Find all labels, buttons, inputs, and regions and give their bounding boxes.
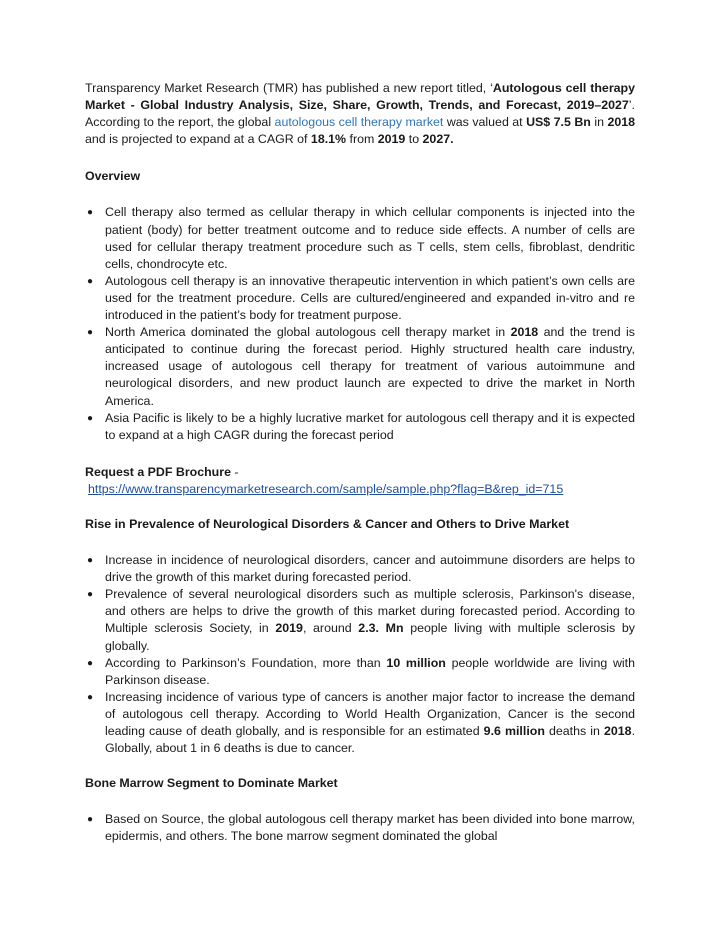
intro-text: ’. According to the report, the global xyxy=(85,98,635,130)
brochure-link[interactable]: https://www.transparencymarketresearch.com/sample/sample.php?flag=B&rep_id=715 xyxy=(88,481,564,496)
bullet-icon: ● xyxy=(87,589,94,601)
overview-heading: Overview xyxy=(85,169,141,184)
intro-text: in xyxy=(590,115,608,130)
list-item-text: According to Parkinson’s Foundation, more than xyxy=(105,655,387,670)
list-item-text: people living with multiple sclerosis by globally. xyxy=(105,621,635,653)
bullet-icon: ● xyxy=(87,814,94,826)
list-item-text: North America dominated the global autologous cell therapy market in xyxy=(105,325,511,340)
list-item-text: Based on Source, the global autologous cell therapy market has been divided into bone marrow, epidermis, and others. The bone marrow segment dominated the global xyxy=(105,812,635,844)
overview-list xyxy=(85,204,635,443)
rise-heading: Rise in Prevalence of Neurological Disorders & Cancer and Others to Drive Market xyxy=(85,516,570,531)
document-page xyxy=(85,80,635,845)
bullet-icon: ● xyxy=(87,327,94,339)
intro-text: to xyxy=(405,132,423,147)
brochure-separator: - xyxy=(230,464,239,479)
list-item-text: , around xyxy=(302,621,359,636)
list-item xyxy=(85,273,635,324)
highlight-value: 9.6 million xyxy=(483,724,545,738)
intro-text: from xyxy=(346,132,378,147)
bullet-icon: ● xyxy=(87,275,94,287)
highlight-value: 10 million xyxy=(386,655,446,670)
bullet-icon: ● xyxy=(87,691,94,703)
cagr-value: 18.1% xyxy=(310,132,347,147)
list-item-text: people worldwide are living with Parkinson disease. xyxy=(105,655,635,687)
highlight-year: 2019 xyxy=(275,621,303,636)
intro-paragraph xyxy=(85,80,635,148)
rise-list xyxy=(85,552,635,757)
list-item-text: Cell therapy also termed as cellular therapy in which cellular components is injected into the patient (body) for better treatment outcome and to reduce side effects. A number of cells are used for cellular therapy treatment procedure such as T cells, stem cells, fibroblast, dendritic cells, chondrocyte etc. xyxy=(105,205,635,271)
list-item xyxy=(85,811,635,845)
base-year: 2018 xyxy=(607,115,636,130)
bullet-icon: ● xyxy=(87,555,94,567)
intro-text: and is projected to expand at a CAGR of xyxy=(85,132,311,147)
highlight-year: 2018 xyxy=(603,724,632,738)
report-title: Autologous cell therapy Market - Global Industry Analysis, Size, Share, Growth, Trends, and Forecast, 2019–2027 xyxy=(85,81,635,113)
list-item xyxy=(85,410,635,444)
list-item-text: and the trend is anticipated to continue during the forecast period. Highly structured health care industry, increased usage of autologous cell therapy for treatment of various autoimmune and neurological disorders, and new product launch are expected to drive the market in North America. xyxy=(105,325,636,408)
brochure-block xyxy=(85,464,635,498)
bullet-icon: ● xyxy=(87,412,94,424)
bullet-icon: ● xyxy=(87,657,94,669)
list-item-text: Asia Pacific is likely to be a highly lucrative market for autologous cell therapy and it is expected to expand at a high CAGR during the forecast period xyxy=(105,410,635,442)
list-item xyxy=(85,204,635,272)
market-value: US$ 7.5 Bn xyxy=(526,115,591,130)
list-item xyxy=(85,324,635,409)
market-link[interactable]: autologous cell therapy market xyxy=(274,115,444,130)
list-item xyxy=(85,655,635,689)
list-item-text: Increasing incidence of various type of cancers is another major factor to increase the demand of autologous cell therapy. According to World Health Organization, Cancer is the second leading cause of death globally, and is responsible for an estimated xyxy=(105,689,635,738)
forecast-start-year: 2019 xyxy=(377,132,406,147)
forecast-end-year: 2027. xyxy=(422,132,454,147)
highlight-value: 2.3. Mn xyxy=(358,621,404,636)
intro-text: was valued at xyxy=(443,115,527,130)
bone-list xyxy=(85,811,635,845)
list-item-text: deaths in xyxy=(544,724,604,738)
bone-heading: Bone Marrow Segment to Dominate Market xyxy=(85,776,338,791)
list-item-text: Autologous cell therapy is an innovative therapeutic intervention in which patient’s own cells are used for the treatment procedure. Cells are cultured/engineered and expanded in-vitro and re introduced in the patient’s body for treatment purpose. xyxy=(105,273,635,323)
list-item-text: Prevalence of several neurological disorders such as multiple sclerosis, Parkinson's disease, and others are helps to drive the growth of this market during forecasted period. According to Multiple sclerosis Society, in xyxy=(105,587,635,636)
brochure-label: Request a PDF Brochure xyxy=(85,464,231,479)
highlight-year: 2018 xyxy=(510,325,539,340)
list-item-text: Increase in incidence of neurological disorders, cancer and autoimmune disorders are helps to drive the growth of this market during forecasted period. xyxy=(105,553,635,585)
list-item xyxy=(85,586,635,654)
bullet-icon: ● xyxy=(87,207,94,219)
intro-text: Transparency Market Research (TMR) has published a new report titled, ‘ xyxy=(85,81,493,95)
list-item-text: . Globally, about 1 in 6 deaths is due to cancer. xyxy=(105,724,636,756)
list-item xyxy=(85,552,635,586)
list-item xyxy=(85,689,635,757)
